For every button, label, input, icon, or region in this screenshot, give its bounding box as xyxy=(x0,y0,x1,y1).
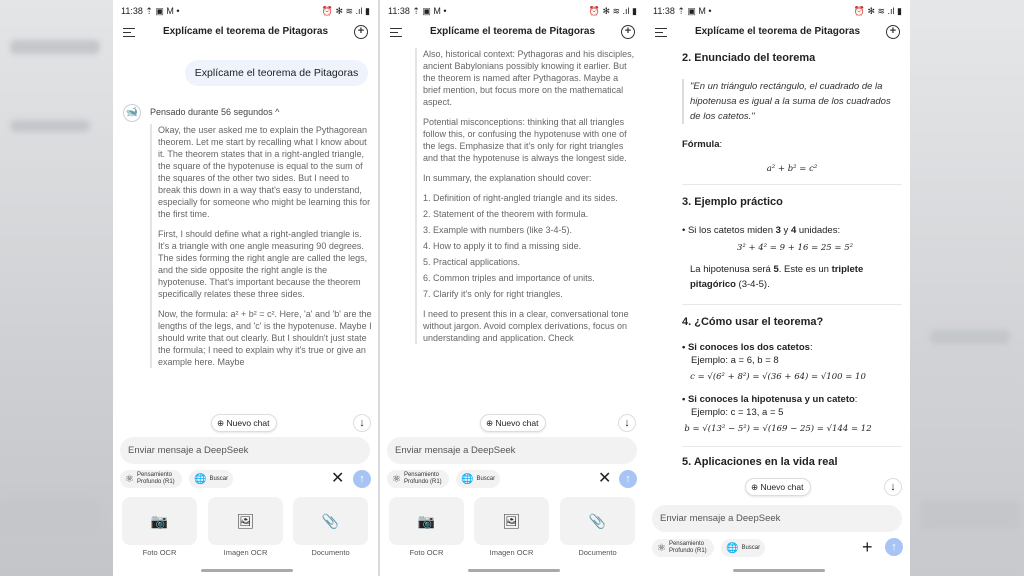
globe-icon: 🌐 xyxy=(194,473,207,485)
list-item: 5. Practical applications. xyxy=(423,257,521,267)
new-chat-icon[interactable]: + xyxy=(621,25,635,39)
section-heading: 3. Ejemplo práctico xyxy=(682,196,783,208)
plus-icon[interactable]: + xyxy=(862,537,873,557)
image-ocr-button[interactable] xyxy=(208,497,283,545)
photo-ocr-label: Foto OCR xyxy=(409,548,444,557)
home-indicator xyxy=(733,569,825,572)
phone-screen-3 xyxy=(645,0,910,576)
scroll-down-button[interactable]: ↓ xyxy=(884,478,902,496)
globe-icon: 🌐 xyxy=(461,473,474,485)
image-icon: 🖼 xyxy=(236,513,255,529)
phone-screen-2 xyxy=(380,0,645,576)
bullet-example: Ejemplo: a = 6, b = 8 xyxy=(691,355,779,366)
paperclip-icon: 📎 xyxy=(321,513,340,529)
deepseek-avatar-icon: 🐋 xyxy=(123,104,141,122)
chat-title: Explícame el teorema de Pitagoras xyxy=(694,26,861,37)
message-input[interactable]: Enviar mensaje a DeepSeek xyxy=(387,437,637,464)
list-item: 2. Statement of the theorem with formula. xyxy=(423,209,589,219)
deep-think-toggle[interactable]: ⚛ Pensamiento Profundo (R1) xyxy=(652,539,714,557)
send-button[interactable]: ↑ xyxy=(619,470,637,488)
list-item: 4. How to apply it to find a missing side. xyxy=(423,241,582,251)
search-toggle[interactable]: 🌐 Buscar xyxy=(456,470,500,488)
thinking-content: Also, historical context: Pythagoras and his disciples, ancient Babylonians possibly knowing it earlier. But the theorem is named after Pythagoras. Maybe a brief mention, but focus more on the mathematical aspect. Potential misconceptions: thinking that all triangles follow this, or confusing the hypotenuse with one of the legs. Emphasize that it's only for right triangles and that the hypotenuse is always the longest side. In summary, the explanation should cover: 1. Definition of right-angled triangle and its sides. 2. Statement of the theorem with formula. 3. Example with numbers (like 3-4-5). 4. How to apply it to find a missing side. 5. Practical applications. 6. Common triples and importance of units. 7. Clarify it's only for right triangles. I need to present this in a clear, conversational tone without jargon. Avoid complex derivations, focus on understanding and application. Check xyxy=(415,48,637,344)
chat-header xyxy=(113,24,378,42)
list-item: 7. Clarify it's only for right triangles. xyxy=(423,289,563,299)
example-result: La hipotenusa será 5. Este es un triplete pitagórico (3-4-5). xyxy=(690,264,864,290)
chat-title: Explícame el teorema de Pitagoras xyxy=(162,26,329,37)
image-icon: 🖼 xyxy=(502,513,521,529)
status-bar: 11:38 ⇡ ▣ M • ⏰ ✻ ≋ .ıl ▮ xyxy=(653,6,902,16)
image-ocr-button[interactable] xyxy=(474,497,549,545)
bullet-example: Ejemplo: c = 13, a = 5 xyxy=(691,407,784,418)
section-heading: 5. Aplicaciones en la vida real xyxy=(682,456,838,468)
example-math: 3² + 4² = 9 + 16 = 25 = 5² xyxy=(736,243,854,253)
document-button[interactable] xyxy=(293,497,368,545)
scroll-down-button[interactable]: ↓ xyxy=(353,414,371,432)
bullet-title: • Si conoces los dos catetos: xyxy=(682,342,813,353)
atom-icon: ⚛ xyxy=(125,473,134,485)
message-input[interactable]: Enviar mensaje a DeepSeek xyxy=(120,437,370,464)
new-chat-button[interactable]: ⊕ Nuevo chat xyxy=(211,414,277,432)
theorem-quote: "En un triángulo rectángulo, el cuadrado de la hipotenusa es igual a la suma de los cuadrados de los catetos." xyxy=(682,79,897,124)
section-heading: 2. Enunciado del teorema xyxy=(682,52,816,64)
send-button[interactable]: ↑ xyxy=(353,470,371,488)
list-item: 1. Definition of right-angled triangle and its sides. xyxy=(423,193,618,203)
new-chat-button[interactable]: ⊕ Nuevo chat xyxy=(480,414,546,432)
deep-think-toggle[interactable]: ⚛ Pensamiento Profundo (R1) xyxy=(387,470,449,488)
search-toggle[interactable]: 🌐 Buscar xyxy=(189,470,233,488)
scroll-down-button[interactable]: ↓ xyxy=(618,414,636,432)
formula: a² + b² = c² xyxy=(766,164,818,174)
document-button[interactable] xyxy=(560,497,635,545)
formula-label: Fórmula: xyxy=(682,139,723,150)
photo-ocr-button[interactable] xyxy=(122,497,197,545)
new-chat-icon[interactable]: + xyxy=(886,25,900,39)
document-label: Documento xyxy=(578,548,617,557)
chat-title: Explícame el teorema de Pitagoras xyxy=(429,26,596,37)
image-ocr-label: Imagen OCR xyxy=(223,548,268,557)
new-chat-button[interactable]: ⊕ Nuevo chat xyxy=(745,478,811,496)
list-item: 6. Common triples and importance of units. xyxy=(423,273,595,283)
new-chat-icon[interactable]: + xyxy=(354,25,368,39)
atom-icon: ⚛ xyxy=(392,473,401,485)
photo-ocr-label: Foto OCR xyxy=(142,548,177,557)
thinking-toggle[interactable]: Pensado durante 56 segundos ^ xyxy=(150,107,280,117)
bullet-title: • Si conoces la hipotenusa y un cateto: xyxy=(682,394,858,405)
chat-header xyxy=(645,24,910,42)
thinking-content: Okay, the user asked me to explain the Pythagorean theorem. Let me start by recalling what I know about it. The theorem states that in a right-angled triangle, the square of the hypotenuse is equal to the sum of the squares of the other two sides. But I need to break this down in a way that's easy to understand, especially for someone who might be learning this for the first time. First, I should define what a right-angled triangle is. It's a triangle with one angle measuring 90 degrees. The sides forming the right angle are called the legs, and the side opposite the right angle is the hypotenuse. That's important because the theorem specifically relates these three sides. Now, the formula: a² + b² = c². Here, 'a' and 'b' are the lengths of the legs, and 'c' is the hypotenuse. Maybe I should write that out clearly. But I shouldn't just state the formula; I need to explain why it's true or give an example here. Maybe xyxy=(150,124,372,368)
send-button[interactable]: ↑ xyxy=(885,538,903,556)
document-label: Documento xyxy=(311,548,350,557)
home-indicator xyxy=(468,569,560,572)
chat-header xyxy=(380,24,645,42)
close-icon[interactable]: ✕ xyxy=(598,470,612,487)
message-input[interactable]: Enviar mensaje a DeepSeek xyxy=(652,505,902,532)
atom-icon: ⚛ xyxy=(657,542,666,554)
search-toggle[interactable]: 🌐 Buscar xyxy=(721,539,765,557)
bullet-math: b = √(13² − 5²) = √(169 − 25) = √144 = 12 xyxy=(684,424,872,434)
camera-icon: 📷 xyxy=(417,513,436,529)
camera-icon: 📷 xyxy=(150,513,169,529)
close-icon[interactable]: ✕ xyxy=(331,470,345,487)
blurred-background-left xyxy=(0,0,113,576)
bullet-math: c = √(6² + 8²) = √(36 + 64) = √100 = 10 xyxy=(690,372,866,382)
photo-ocr-button[interactable] xyxy=(389,497,464,545)
blurred-background-right xyxy=(910,0,1024,576)
status-bar: 11:38 ⇡ ▣ M • ⏰ ✻ ≋ .ıl ▮ xyxy=(121,6,370,16)
globe-icon: 🌐 xyxy=(726,542,739,554)
paperclip-icon: 📎 xyxy=(588,513,607,529)
status-bar: 11:38 ⇡ ▣ M • ⏰ ✻ ≋ .ıl ▮ xyxy=(388,6,637,16)
section-heading: 4. ¿Cómo usar el teorema? xyxy=(682,316,824,328)
phone-screen-1 xyxy=(113,0,378,576)
image-ocr-label: Imagen OCR xyxy=(489,548,534,557)
example-text: • Si los catetos miden 3 y 4 unidades: xyxy=(682,225,841,236)
list-item: 3. Example with numbers (like 3-4-5). xyxy=(423,225,573,235)
deep-think-toggle[interactable]: ⚛ Pensamiento Profundo (R1) xyxy=(120,470,182,488)
home-indicator xyxy=(201,569,293,572)
user-message: Explícame el teorema de Pitagoras xyxy=(185,60,368,86)
